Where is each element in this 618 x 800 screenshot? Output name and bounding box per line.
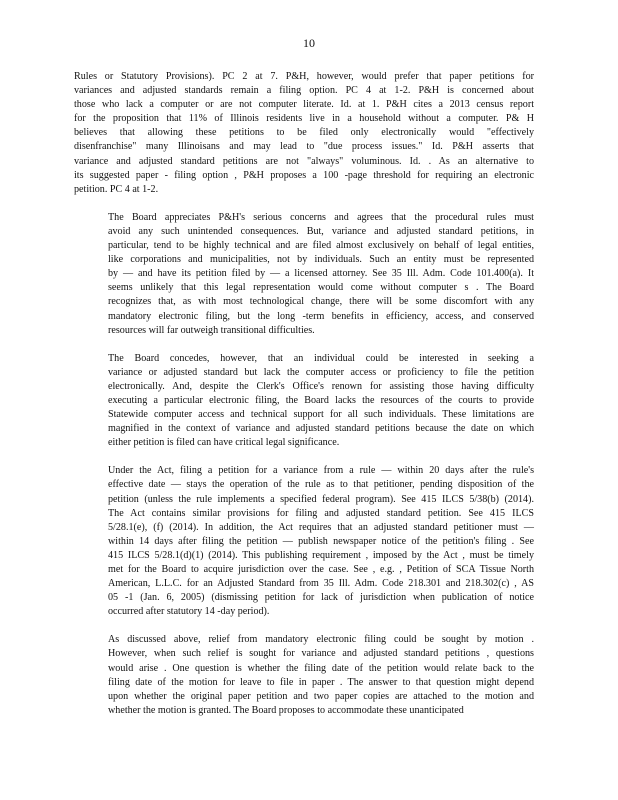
paragraph [74,352,534,451]
text-line: believes that allowing these petitions to be filed only electronically would "effectively [74,127,534,139]
body-text [74,70,534,732]
text-line: However, when such relief is sought for variance and adjusted standard petitions , questions [108,648,534,660]
page-number: 10 [303,36,315,50]
text-line: 415 ILCS 5/28.1(d)(1) (2014). This publishing requirement , imposed by the Act , must be timely [108,549,534,561]
text-line: disenfranchise" many Illinoisans and may lead to "due process issues." Id. P&H asserts that [74,141,534,153]
text-line: effective date — stays the operation of the rule as to that petitioner, pending disposition of the [108,479,534,491]
text-line: either petition is filed can have critical legal significance. [108,437,340,449]
text-line: 5/28.1(e), (f) (2014). In addition, the Act requires that an adjusted standard petitioner must — [108,521,534,533]
text-line: 05 -1 (Jan. 6, 2005) (dismissing petition for lack of jurisdiction when publication of notice [108,592,534,604]
text-line: electronically. And, despite the Clerk's Office's renown for assisting those having difficulty [108,380,534,392]
text-line: variances and adjusted standards remain a filing option. PC 4 at 1-2. P&H is concerned about [74,85,534,97]
text-line: variance and adjusted standard petitions are not "always" voluminous. Id. . As an alternative to [74,155,534,167]
text-line: magnified in the context of variance and adjusted standard petitions because the date on which [108,423,534,435]
text-line: Rules or Statutory Provisions). PC 2 at 7. P&H, however, would prefer that paper petitions for [74,71,534,82]
text-line: The Board appreciates P&H's serious concerns and agrees that the procedural rules must [108,211,534,223]
text-line: for the proposition that 11% of Illinois residents live in a household without a computer. P& H [74,113,534,125]
text-line: mandatory electronic filing, but the long -term benefits in efficiency, access, and conserved [108,310,534,322]
paragraph [74,211,534,338]
text-line: those who lack a computer or are not computer literate. Id. at 1. P&H cites a 2013 census report [74,99,534,111]
text-line: particular, tend to be highly technical and are filed almost exclusively on behalf of legal entities, [108,240,534,252]
text-line: The Act contains similar provisions for filing and adjusted standard petition. See 415 ILCS [108,507,534,519]
text-line: recognizes that, as with most technological change, there will be some discomfort with any [108,296,534,308]
text-line: resources will far outweigh transitional difficulties. [108,324,315,336]
text-line: occurred after statutory 14 -day period). [108,606,270,618]
text-line: within 14 days after filing the petition — publish newspaper notice of the petition's filing . See [108,535,534,547]
paragraph [74,633,534,718]
text-line: Under the Act, filing a petition for a variance from a rule — within 20 days after the rule's [108,465,534,477]
text-line: upon whether the original paper petition and two paper copies are attached to the motion and [108,690,534,702]
paragraph [74,70,534,197]
paragraph [74,464,534,619]
text-line: filing date of the motion for leave to file in paper . The answer to that question might depend [108,676,534,688]
text-line: avoid any such unintended consequences. But, variance and adjusted standard petitions, in [108,225,534,237]
text-line: would arise . One question is whether the filing date of the petition would relate back to the [108,662,534,674]
text-line: Statewide computer access and technical support for all such individuals. These limitations are [108,409,534,421]
text-line: As discussed above, relief from mandatory electronic filing could be sought by motion . [108,634,534,646]
text-line: by — and have its petition filed by — a licensed attorney. See 35 Ill. Adm. Code 101.400(a). It [108,268,534,280]
text-line: petition (unless the rule implements a specified federal program). See 415 ILCS 5/38(b) (2014). [108,493,534,505]
text-line: petition. PC 4 at 1-2. [74,183,159,195]
text-line: American, L.L.C. for an Adjusted Standard from 35 Ill. Adm. Code 218.301 and 218.302(c) , AS [108,578,534,590]
text-line: whether the motion is granted. The Board proposes to accommodate these unanticipated [108,704,464,716]
text-line: met for the Board to acquire jurisdiction over the case. See , e.g. , Petition of SCA Tissue North [108,564,534,575]
text-line: The Board concedes, however, that an individual could be interested in seeking a [108,352,534,364]
text-line: variance or adjusted standard but lack the computer access or proficiency to file the petition [108,366,534,378]
text-line: seems unlikely that this legal representation would come without computer s . The Board [108,282,534,294]
text-line: executing a particular electronic filing, the Board lacks the resources of the courts to provide [108,394,534,406]
text-line: its suggested paper - filing option , P&H proposes a 100 -page threshold for requiring an electronic [74,169,534,181]
text-line: like corporations and municipalities, not by individuals. Such an entity must be represented [108,254,534,266]
